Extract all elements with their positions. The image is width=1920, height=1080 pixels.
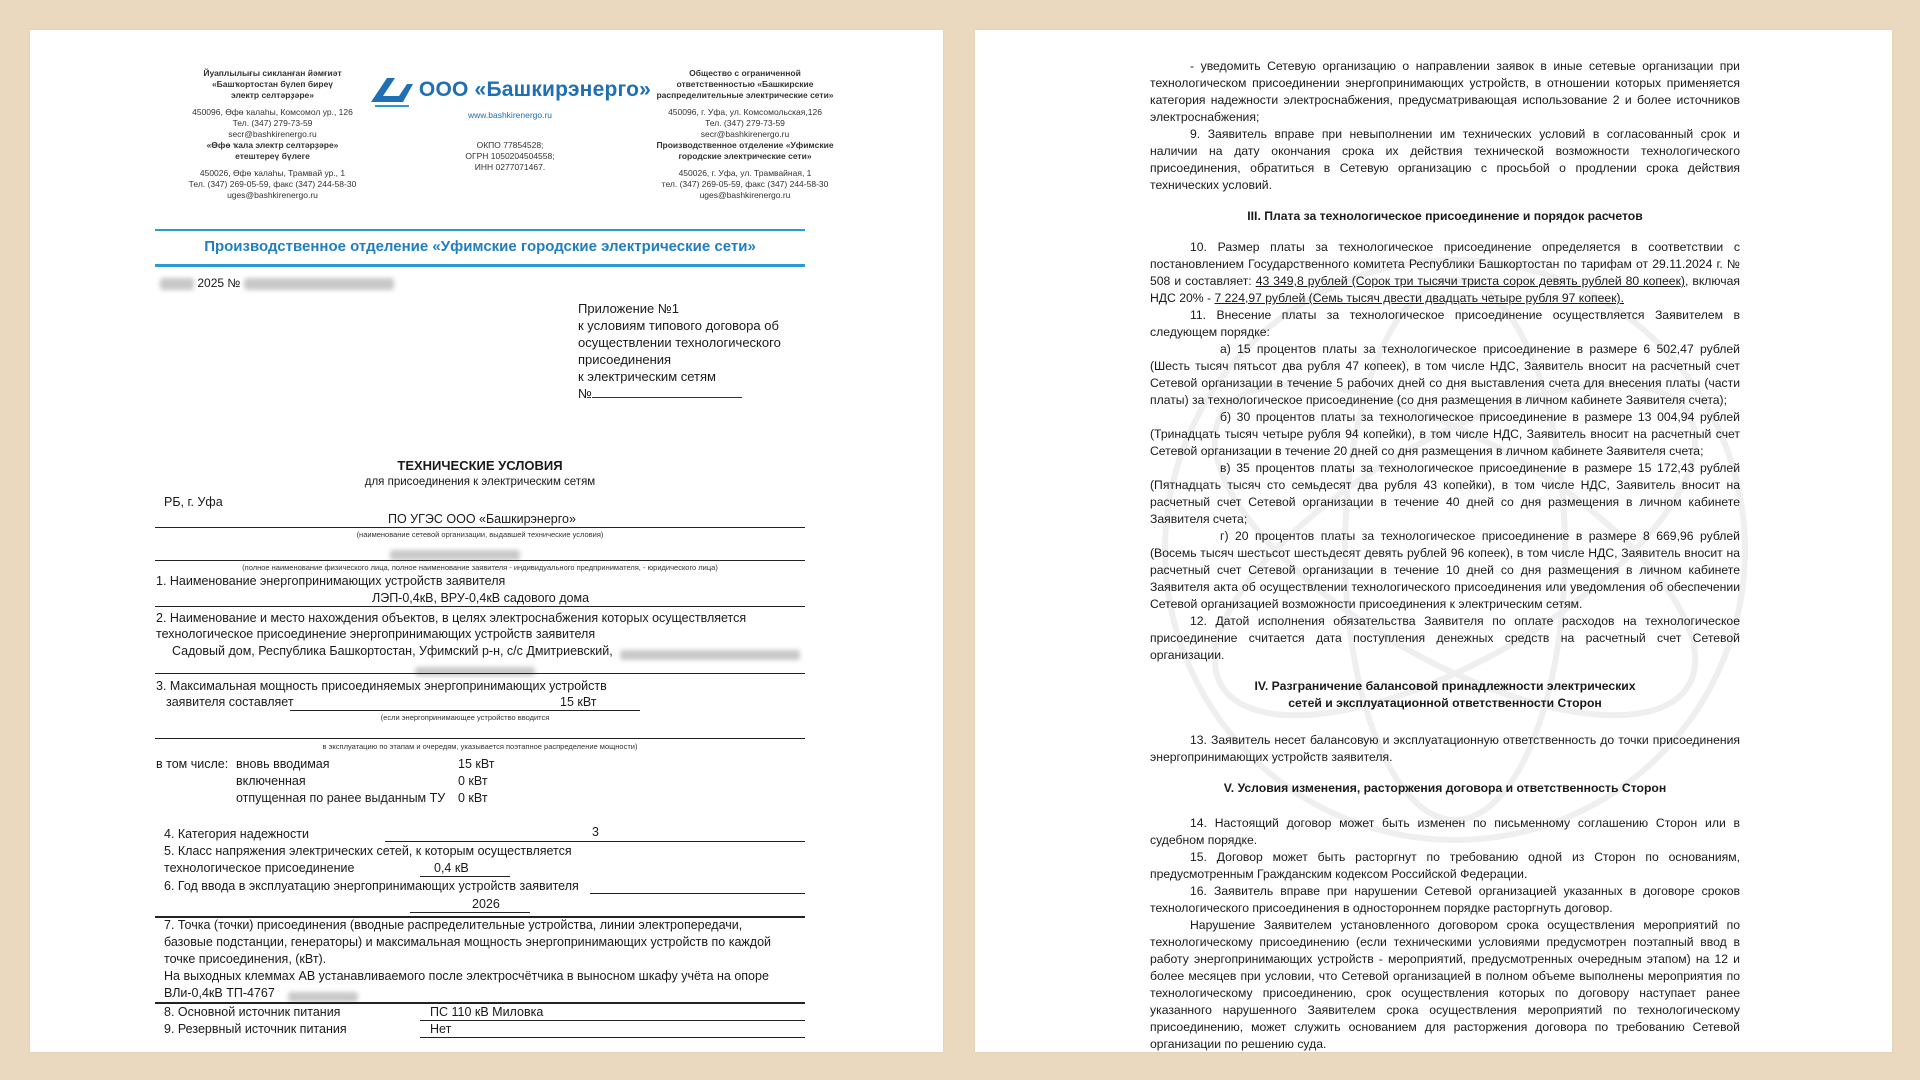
lh-text: городские электрические сети» — [678, 151, 812, 161]
paragraph: б) 30 процентов платы за технологическое присоединение в размере 13 004,94 рублей (Тринадцать тысяч четыре рубля 94 копейки), в том числе НДС, Заявитель вносит на расчетный счет Сетевой организации в течение 20 дней со дня размещения в личном кабинете Заявителя счета; — [1150, 410, 1740, 458]
document-page-right — [975, 30, 1892, 1052]
lh-email: uges@bashkirenergo.ru — [227, 190, 318, 200]
lh-address: 450026, г. Уфа, ул. Трамвайная, 1 — [678, 168, 812, 178]
item-3-label: 3. Максимальная мощность присоединяемых энергопринимающих устройств — [156, 679, 607, 693]
item-8-label: 8. Основной источник питания — [164, 1005, 341, 1019]
letterhead-right — [620, 68, 870, 201]
paragraph: 14. Настоящий договор может быть изменен по письменному соглашению Сторон или в судебном порядке. — [1150, 816, 1740, 847]
item-7-text: базовые подстанции, генераторы) и максимальная мощность энергопринимающих устройств по каждой — [164, 935, 772, 949]
heading-line: сетей и эксплуатационной ответственности Сторон — [1288, 696, 1602, 710]
redacted-block — [160, 278, 194, 290]
paragraph: 13. Заявитель несет балансовую и эксплуатационную ответственность до точки присоединения энергопринимающих устройств заявителя. — [1150, 733, 1740, 764]
lh-address: 450096, Өфө ҡалаһы, Комсомол ур., 126 — [192, 107, 353, 117]
contract-text — [1150, 58, 1740, 1052]
lh-text: ответственностью «Башкирские — [676, 79, 814, 89]
lh-text: электр селтәрҙәре» — [230, 90, 314, 100]
company-logo — [355, 72, 665, 108]
letterhead-center — [355, 72, 665, 173]
lh-phone: Тел. (347) 279-73-59 — [705, 118, 785, 128]
lh-text: «Башҡортостан бүлеп биреү — [211, 79, 334, 89]
department-title: Производственное отделение «Уфимские городские электрические сети» — [204, 238, 756, 255]
appendix-line: к электрическим сетям — [578, 369, 716, 384]
item-7-text: ВЛи-0,4кВ ТП-4767 — [164, 986, 275, 1000]
paragraph: 9. Заявитель вправе при невыполнении им технических условий в согласованный срок и наличии на дату окончания срока их действия технической возможности технологического присоединения, обратиться в Сетевую организацию с просьбой о продлении срока действия технических условий. — [1150, 127, 1740, 192]
lh-phone: Тел. (347) 269-05-59, факс (347) 244-58-30 — [188, 179, 357, 189]
paragraph: 16. Заявитель вправе при нарушении Сетевой организацией указанных в договоре сроков технологического присоединения в одностороннем порядке расторгнуть договор. — [1150, 884, 1740, 915]
new-power-value: 15 кВт — [458, 757, 495, 771]
lh-email: uges@bashkirenergo.ru — [699, 190, 791, 200]
paragraph: - уведомить Сетевую организацию о направлении заявок в иные сетевые организации при технологическом присоединении энергопринимающих устройств, в отношении которых применяется категория надежности электроснабжения, предусматривающая использование 2 и более источников электроснабжения; — [1150, 59, 1740, 124]
appendix-block — [578, 300, 781, 402]
item-7-text: На выходных клеммах АВ устанавливаемого после электросчётчика в выносном шкафу учёта на опоре — [164, 969, 769, 983]
item-4-label: 4. Категория надежности — [164, 827, 309, 841]
applicant-caption: (полное наименование физического лица, полное наименование заявителя - индивидуального предпринимателя, - юридического лица) — [242, 563, 718, 572]
item-7-text: точке присоединения, (кВт). — [164, 952, 327, 966]
vat-amount: 7 224,97 рублей (Семь тысяч двести двадцать четыре рубля 97 копеек). — [1214, 291, 1624, 305]
item-9-value: Нет — [430, 1022, 452, 1036]
item-5-label: 5. Класс напряжения электрических сетей, к которым осуществляется — [164, 844, 572, 858]
okpo: ОКПО 77854528; — [476, 140, 544, 150]
org-caption: (наименование сетевой организации, выдавшей технические условия) — [356, 530, 604, 539]
tu-title: ТЕХНИЧЕСКИЕ УСЛОВИЯ — [397, 458, 563, 473]
item-6-value: 2026 — [472, 897, 500, 911]
inn: ИНН 0277071467. — [474, 162, 546, 172]
appendix-line: Приложение №1 — [578, 301, 680, 316]
section-heading: V. Условия изменения, расторжения договора и ответственность Сторон — [1223, 781, 1667, 795]
lh-address: 450096, г. Уфа, ул. Комсомольская,126 — [668, 107, 822, 117]
lh-text: Производственное отделение «Уфимские — [656, 140, 834, 150]
lh-phone: Тел. (347) 279-73-59 — [232, 118, 313, 128]
item-2-label: технологическое присоединение энергопринимающих устройств заявителя — [156, 627, 596, 641]
item-5-value: 0,4 кВ — [434, 861, 469, 875]
paragraph: а) 15 процентов платы за технологическое присоединение в размере 6 502,47 рублей (Шесть тысяч пятьсот два рубля 47 копеек), в том числе НДС, Заявитель вносит на расчетный счет Сетевой организации в течение 5 рабочих дней со дня выставления счета для внесения платы (части платы) за технологическое присоединение (со дня размещения в личном кабинете Заявителя счета); — [1150, 342, 1740, 407]
header-rule — [155, 229, 805, 231]
applicant-redacted — [390, 546, 520, 564]
item-2-label: 2. Наименование и место нахождения объектов, в целях электроснабжения которых осуществляется — [156, 611, 747, 625]
including-label: в том числе: — [156, 757, 229, 771]
document-page-left — [30, 30, 943, 1052]
place: РБ, г. Уфа — [164, 495, 223, 509]
item-3-label: заявителя составляет — [166, 695, 294, 709]
paragraph: 15. Договор может быть расторгнут по требованию одной из Сторон по основаниям, предусмотренным Гражданским кодексом Российской Федерации. — [1150, 850, 1740, 881]
lh-text: распределительные электрические сети» — [656, 90, 834, 100]
included-power-value: 0 кВт — [458, 774, 488, 788]
paragraph: г) 20 процентов платы за технологическое присоединение в размере 8 669,96 рублей (Восемь тысяч шестьсот шестьдесят девять рублей 96 копеек), в том числе НДС, Заявитель вносит на расчетный счет Сетевой организации в течение 10 дней со дня размещения в личном кабинете Заявителя акта об осуществлении технологического присоединения или уведомления об обеспечении Сетевой организацией возможности присоединения к электрическим сетям. — [1150, 529, 1740, 611]
lh-email: secr@bashkirenergo.ru — [700, 129, 790, 139]
lh-address: 450026, Өфө ҡалаһы, Трамвай ур., 1 — [199, 168, 346, 178]
tu-subtitle: для присоединения к электрическим сетям — [364, 476, 596, 488]
paragraph: 11. Внесение платы за технологическое присоединение осуществляется Заявителем в следующем порядке: — [1150, 308, 1740, 339]
address-redacted — [620, 646, 800, 664]
text: , включая НДС 20% - — [1150, 274, 1740, 305]
appendix-line: присоединения — [578, 352, 672, 367]
text: 10. Размер платы за технологическое присоединение определяется в соответствии с постановлением Государственного комитета Республики Башкортостан по тарифам от 29.11.2024 г. № 508 и составляет: — [1150, 240, 1740, 288]
logo-mark-icon — [369, 72, 415, 108]
item-1-value: ЛЭП-0,4кВ, ВРУ-0,4кВ садового дома — [372, 591, 590, 605]
item-1-label: 1. Наименование энергопринимающих устройств заявителя — [156, 574, 506, 588]
org-name: ПО УГЭС ООО «Башкирэнерго» — [388, 512, 576, 526]
redacted-block — [415, 667, 535, 676]
new-power-label: вновь вводимая — [236, 757, 330, 771]
paragraph: Нарушение Заявителем установленного договором срока осуществления мероприятий по технологическому присоединению (если техническими условиями предусмотрен поэтапный ввод в работу энергопринимающих устройств - мероприятий, предусмотренных очередным этапом) на 12 и более месяцев при условии, что Сетевой организацией в полном объеме выполнены мероприятия по технологическому присоединению, срок осуществления которых по договору наступает ранее указанного нарушенного Заявителем срока осуществления мероприятий по технологическому присоединению, может служить основанием для расторжения договора по требованию Сетевой организации по решению суда. — [1150, 918, 1740, 1051]
appendix-line: к условиям типового договора об — [578, 318, 779, 333]
paragraph: в) 35 процентов платы за технологическое присоединение в размере 15 172,43 рублей (Пятнадцать тысяч сто семьдесят два рубля 43 копейки), в том числе НДС, Заявитель вносит на расчетный счет Сетевой организации в течение 40 дней со дня размещения в личном кабинете Заявителя счета; — [1150, 461, 1740, 526]
date-text: 2025 № — [197, 276, 241, 290]
appendix-number: № — [578, 386, 592, 401]
lh-phone: тел. (347) 269-05-59, факс (347) 244-58-30 — [661, 179, 829, 189]
paragraph-10 — [1150, 239, 1740, 307]
company-requisites — [355, 140, 665, 173]
redacted-block — [620, 650, 800, 660]
lh-text: Общество с ограниченной — [689, 68, 801, 78]
section-heading: III. Плата за технологическое присоединение и порядок расчетов — [1247, 209, 1643, 223]
item-4-value: 3 — [592, 825, 599, 839]
item-2-value: Садовый дом, Республика Башкортостан, Уфимский р-н, с/с Дмитриевский, — [172, 644, 613, 658]
document-date — [160, 276, 394, 290]
item-3-value: 15 кВт — [560, 695, 597, 709]
included-power-label: включенная — [236, 774, 306, 788]
logo-text: ООО «Башкирэнерго» — [418, 78, 652, 101]
paragraph: 12. Датой исполнения обязательства Заявителя по оплате расходов на технологическое присоединение считается дата поступления денежных средств на расчетный счет Сетевой организации. — [1150, 614, 1740, 662]
item-3-caption: в эксплуатацию по этапам и очередям, указывается поэтапное распределение мощности) — [322, 742, 638, 751]
lh-text: «Өфө ҡала электр селтәрҙәре» — [206, 140, 339, 150]
item-9-label: 9. Резервный источник питания — [164, 1022, 347, 1036]
heading-line: IV. Разграничение балансовой принадлежности электрических — [1254, 679, 1636, 693]
appendix-line: осуществлении технологического — [578, 335, 781, 350]
section-heading — [1150, 678, 1740, 712]
header-rule — [155, 264, 805, 267]
redacted-block — [244, 278, 394, 290]
item-6-label: 6. Год ввода в эксплуатацию энергопринимающих устройств заявителя — [164, 879, 579, 893]
redacted-block — [390, 550, 520, 560]
company-website: www.bashkirenergo.ru — [467, 110, 553, 120]
redacted-block — [288, 992, 358, 1002]
item-5-label: технологическое присоединение — [164, 861, 355, 875]
item-3-caption: (если энергопринимающее устройство вводится — [380, 713, 550, 722]
released-power-label: отпущенная по ранее выданным ТУ — [236, 791, 446, 805]
lh-email: secr@bashkirenergo.ru — [228, 129, 317, 139]
ogrn: ОГРН 1050204504558; — [465, 151, 555, 161]
fee-amount: 43 349,8 рублей (Сорок три тысячи триста сорок девять рублей 80 копеек) — [1255, 274, 1685, 288]
lh-text: етештереү бүлеге — [235, 151, 310, 161]
lh-text: Йуаплылығы сикланған йәмғиәт — [203, 68, 342, 78]
item-8-value: ПС 110 кВ Миловка — [430, 1005, 544, 1019]
item-7-text: 7. Точка (точки) присоединения (вводные распределительные устройства, линии электропередачи, — [164, 918, 743, 932]
released-power-value: 0 кВт — [458, 791, 488, 805]
